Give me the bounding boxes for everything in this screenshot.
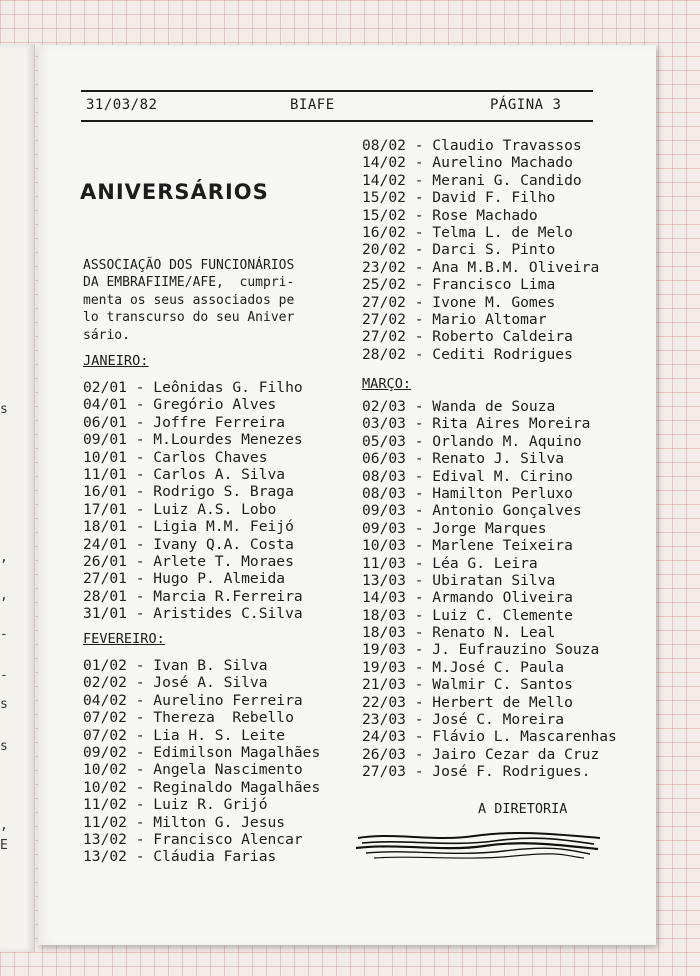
birthday-entry: 07/02 - Lia H. S. Leite [83,726,286,744]
birthday-entry: 14/02 - Aurelino Machado [362,154,573,172]
birthday-entry: 15/02 - David F. Filho [362,189,556,207]
birthday-entry: 11/01 - Carlos A. Silva [83,465,286,483]
birthday-entry: 05/03 - Orlando M. Aquino [362,432,582,450]
birthday-list-janeiro [83,379,303,622]
birthday-entry: 06/01 - Joffre Ferreira [83,413,286,431]
birthday-entry: 09/03 - Jorge Marques [362,519,547,537]
intro-line: ASSOCIAÇÃO DOS FUNCIONÁRIOS [83,258,295,273]
birthday-entry: 26/03 - Jairo Cezar da Cruz [362,745,600,763]
birthday-entry: 08/03 - Edival M. Cirino [362,467,573,485]
left-page-fragment: , [0,588,8,603]
birthday-entry: 13/02 - Francisco Alencar [83,830,303,848]
birthday-entry: 09/03 - Antonio Gonçalves [362,502,582,520]
birthday-entry: 11/02 - Milton G. Jesus [83,813,286,831]
intro-line: lo transcurso do seu Aniver [83,310,295,326]
birthday-entry: 01/02 - Ivan B. Silva [83,657,268,674]
birthday-entry: 08/03 - Hamilton Perluxo [362,484,573,502]
birthday-entry: 17/01 - Luiz A.S. Lobo [83,500,277,518]
birthday-list-marco [362,398,617,781]
birthday-entry: 28/01 - Marcia R.Ferreira [83,587,303,605]
left-page-fragment: E [0,838,8,853]
birthday-entry: 27/02 - Roberto Caldeira [362,328,573,346]
birthday-entry: 19/03 - M.José C. Paula [362,658,565,676]
birthday-entry: 15/02 - Rose Machado [362,206,538,224]
birthday-entry: 27/02 - Mario Altomar [362,310,547,328]
header-top-rule [81,90,593,92]
left-page-fragment: , [0,550,8,565]
birthday-entry: 09/02 - Edimilson Magalhães [83,743,321,761]
left-page-fragment: - [0,627,8,642]
birthday-entry: 28/02 - Cediti Rodrigues [362,345,573,363]
document-page [38,45,656,945]
birthday-entry: 03/03 - Rita Aires Moreira [362,415,591,433]
signature-scribble [354,828,604,868]
left-page-fragment: - [0,668,8,683]
birthday-entry: 11/03 - Léa G. Leira [362,554,538,572]
header-publication: BIAFE [290,97,335,113]
birthday-entry: 18/03 - Luiz C. Clemente [362,606,573,624]
left-page-fragment: , [0,818,8,833]
birthday-entry: 07/02 - Thereza Rebello [83,709,294,727]
birthday-entry: 23/02 - Ana M.B.M. Oliveira [362,258,600,276]
birthday-entry: 10/01 - Carlos Chaves [83,448,268,466]
birthday-entry: 25/02 - Francisco Lima [362,276,556,294]
birthday-entry: 22/03 - Herbert de Mello [362,693,573,711]
signoff: A DIRETORIA [478,801,568,817]
birthday-entry: 14/02 - Merani G. Candido [362,171,582,189]
birthday-entry: 08/02 - Claudio Travassos [362,137,582,154]
header-date: 31/03/82 [86,97,158,113]
birthday-list-fevereiro [83,657,320,866]
birthday-entry: 16/02 - Telma L. de Melo [362,223,573,241]
header-bottom-rule [81,120,593,122]
intro-line: sário. [83,327,130,343]
birthday-entry: 26/01 - Arlete T. Moraes [83,552,294,570]
left-page-fragment: s [0,697,8,712]
birthday-entry: 11/02 - Luiz R. Grijó [83,796,268,814]
birthday-entry: 18/01 - Ligia M.M. Feijó [83,518,294,536]
birthday-entry: 02/02 - José A. Silva [83,674,268,692]
birthday-entry: 02/03 - Wanda de Souza [362,398,556,415]
birthday-entry: 27/01 - Hugo P. Almeida [83,570,286,588]
intro-line: DA EMBRAFIIME/AFE, cumpri- [83,275,295,291]
birthday-entry: 27/03 - José F. Rodrigues. [362,763,591,781]
birthday-entry: 10/02 - Angela Nascimento [83,761,303,779]
intro-paragraph [83,257,333,344]
birthday-list-fevereiro-continued [362,137,599,363]
section-heading-janeiro: JANEIRO: [83,353,149,369]
birthday-entry: 23/03 - José C. Moreira [362,711,565,729]
birthday-entry: 21/03 - Walmir C. Santos [362,676,573,694]
birthday-entry: 10/03 - Marlene Teixeira [362,537,573,555]
birthday-entry: 24/01 - Ivany Q.A. Costa [83,535,294,553]
header-page-number: PÁGINA 3 [490,97,562,113]
birthday-entry: 13/03 - Ubiratan Silva [362,571,556,589]
birthday-entry: 31/01 - Aristides C.Silva [83,605,303,623]
birthday-entry: 02/01 - Leônidas G. Filho [83,379,303,396]
birthday-entry: 18/03 - Renato N. Leal [362,624,556,642]
intro-line: menta os seus associados pe [83,292,295,308]
birthday-entry: 20/02 - Darci S. Pinto [362,241,556,259]
birthday-entry: 04/01 - Gregório Alves [83,396,277,414]
birthday-entry: 10/02 - Reginaldo Magalhães [83,778,321,796]
birthday-entry: 14/03 - Armando Oliveira [362,589,573,607]
left-page-edge [0,44,35,952]
birthday-entry: 19/03 - J. Eufrauzino Souza [362,641,600,659]
left-page-fragment: s [0,402,8,417]
birthday-entry: 27/02 - Ivone M. Gomes [362,293,556,311]
left-page-fragment: s [0,739,8,754]
section-heading-fevereiro: FEVEREIRO: [83,631,165,647]
birthday-entry: 09/01 - M.Lourdes Menezes [83,431,303,449]
birthday-entry: 13/02 - Cláudia Farias [83,848,277,866]
section-heading-marco: MARÇO: [362,376,412,392]
birthday-entry: 06/03 - Renato J. Silva [362,450,565,468]
birthday-entry: 16/01 - Rodrigo S. Braga [83,483,294,501]
birthday-entry: 24/03 - Flávio L. Mascarenhas [362,728,617,746]
birthday-entry: 04/02 - Aurelino Ferreira [83,691,303,709]
page-title: ANIVERSÁRIOS [80,180,269,204]
